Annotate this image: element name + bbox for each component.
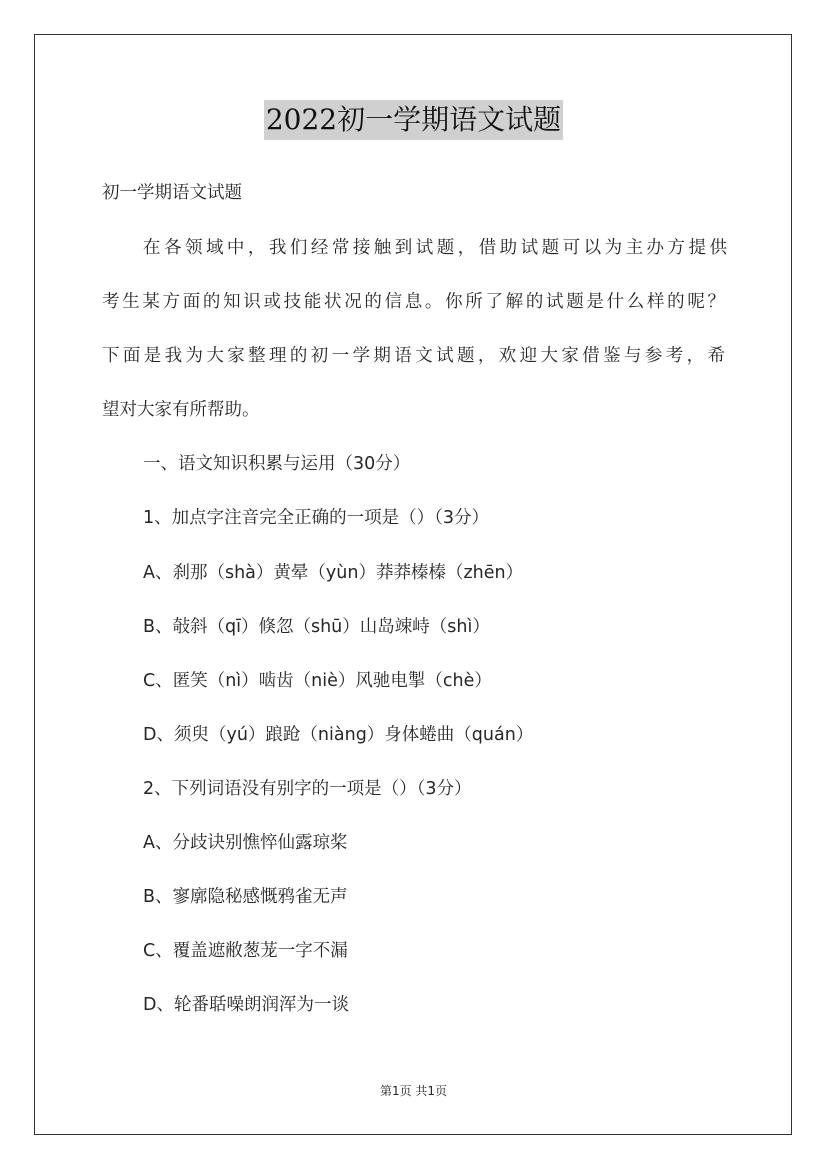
intro-line-4: 望对大家有所帮助。 (102, 400, 260, 420)
question-1-option-c: C、匿笑（nì）啮齿（niè）风驰电掣（chè） (143, 671, 492, 691)
question-2-stem: 2、下列词语没有别字的一项是（）（3分） (143, 779, 472, 799)
intro-line-2: 考生某方面的知识或技能状况的信息。你所了解的试题是什么样的呢？ (102, 292, 725, 312)
question-2-option-a: A、分歧诀别憔悴仙露琼桨 (143, 833, 348, 853)
document-title: 2022初一学期语文试题 (264, 100, 563, 140)
intro-line-3: 下面是我为大家整理的初一学期语文试题，欢迎大家借鉴与参考，希 (102, 346, 725, 366)
question-1-stem: 1、加点字注音完全正确的一项是（）（3分） (143, 508, 490, 528)
question-2-option-b: B、寥廓隐秘感慨鸦雀无声 (143, 887, 348, 907)
section-heading: 一、语文知识积累与运用（30分） (143, 454, 411, 474)
document-subtitle: 初一学期语文试题 (102, 183, 242, 203)
title-container (0, 100, 827, 140)
page-footer: 第1页 共1页 (379, 1084, 448, 1098)
question-1-option-a: A、刹那（shà）黄晕（yùn）莽莽榛榛（zhēn） (143, 563, 524, 583)
question-2-option-d: D、轮番聒噪朗润浑为一谈 (143, 995, 349, 1015)
intro-line-1: 在各领域中，我们经常接触到试题，借助试题可以为主办方提供 (143, 238, 727, 258)
question-1-option-b: B、敧斜（qī）倏忽（shū）山岛竦峙（shì） (143, 617, 490, 637)
question-1-option-d: D、须臾（yú）踉跄（niàng）身体蜷曲（quán） (143, 725, 534, 745)
question-2-option-c: C、覆盖遮敝葱茏一字不漏 (143, 941, 348, 961)
